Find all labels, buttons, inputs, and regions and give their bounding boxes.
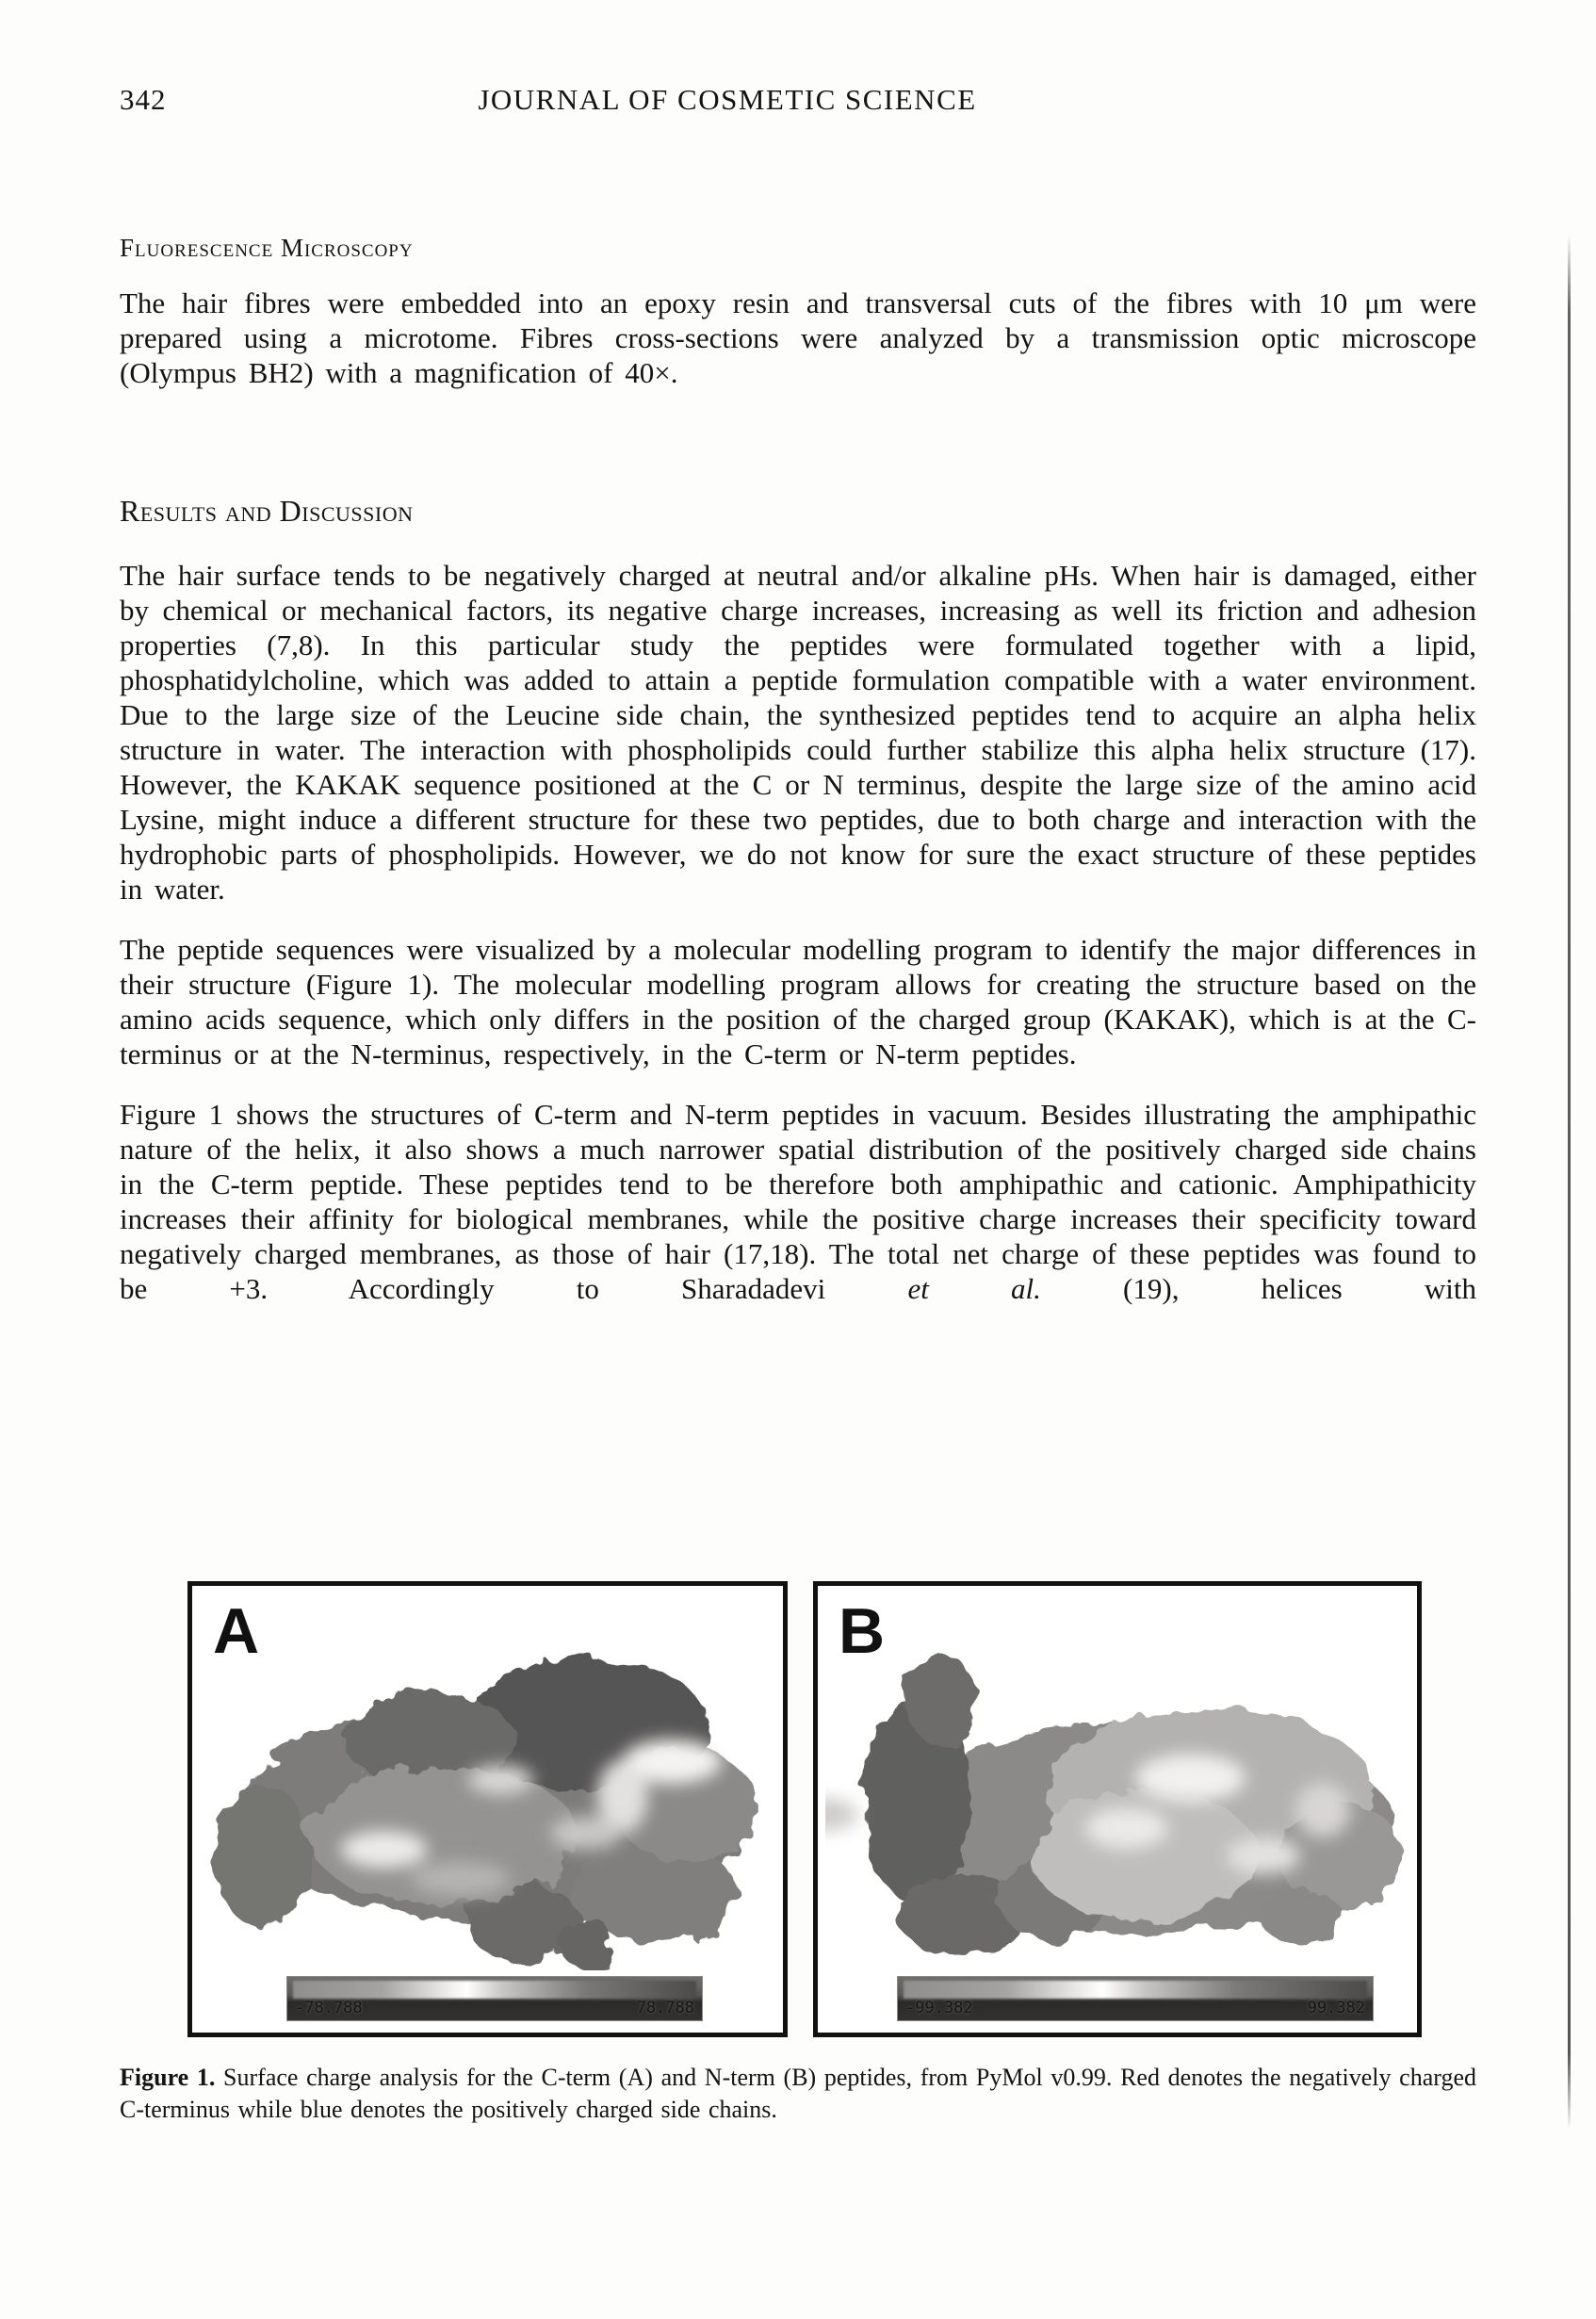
charge-gradient-b (904, 1981, 1367, 1999)
charge-gradient-a (293, 1981, 696, 1999)
figure-panel-a (187, 1581, 788, 2037)
results-body (120, 558, 1476, 1331)
section-heading-results-discussion: Results and Discussion (120, 494, 414, 528)
paragraph-results-3-text: Figure 1 shows the structures of C-term and N-term peptides in vacuum. Besides illustrating the amphipathic nature of the helix, it also shows a much narrower spatial distribution of the positively charged side chains in the C-term peptide. These peptides tend to be therefore both amphipathic and cationic. Amphipathicity increases their affinity for biological membranes, while the positive charge increases their specificity toward negatively charged membranes, as those of hair (17,18). The total net charge of these peptides was found to be +3. Accordingly to Sharadadevi (120, 1098, 1476, 1305)
paragraph-fluorescence: The hair fibres were embedded into an epoxy resin and transversal cuts of the fibres with 10 μm were prepared using a microtome. Fibres cross-sections were analyzed by a transmission optic microscope (Olympus BH2) with a magnification of 40×. (120, 286, 1476, 389)
section-heading-fluorescence-microscopy: Fluorescence Microscopy (120, 234, 414, 262)
figure-1-caption-text: Surface charge analysis for the C-term (A) and N-term (B) peptides, from PyMol v0.99. Red denotes the negatively charged C-terminus while blue denotes the positively charged side chains. (120, 2064, 1476, 2123)
molecular-surface-image-b (825, 1641, 1409, 1970)
paragraph-results-3 (120, 1097, 1476, 1306)
et-al-italic: et al. (907, 1272, 1041, 1305)
journal-title: JOURNAL OF COSMETIC SCIENCE (478, 83, 977, 116)
scale-max-b: 99.382 (1307, 1999, 1365, 2017)
scale-min-b: -99.382 (905, 1999, 973, 2017)
molecular-surface-image-a (200, 1641, 775, 1970)
figure-1-caption-lead: Figure 1. (120, 2064, 216, 2091)
panel-b-label: B (839, 1595, 886, 1667)
figure-1-caption (120, 2062, 1476, 2126)
scan-edge-artifact (1568, 236, 1571, 2130)
paragraph-results-2: The peptide sequences were visualized by a molecular modelling program to identify the major differences in their structure (Figure 1). The molecular modelling program allows for creating the structure based on the amino acids sequence, which only differs in the position of the charged group (KAKAK), which is at the C-terminus or at the N-terminus, respectively, in the C-term or N-term peptides. (120, 933, 1476, 1070)
running-head (120, 83, 1476, 121)
figure-panel-b (813, 1581, 1422, 2037)
paragraph-results-3-tail: (19), helices with (1040, 1272, 1476, 1305)
page-number: 342 (120, 83, 167, 116)
paragraph-results-1: The hair surface tends to be negatively charged at neutral and/or alkaline pHs. When hair is damaged, either by chemical or mechanical factors, its negative charge increases, increasing as well its friction and adhesion properties (7,8). In this particular study the peptides were formulated together with a lipid, phosphatidylcholine, which was added to attain a peptide formulation compatible with a water environment. Due to the large size of the Leucine side chain, the synthesized peptides tend to acquire an alpha helix structure in water. The interaction with phospholipids could further stabilize this alpha helix structure (17). However, the KAKAK sequence positioned at the C or N terminus, despite the large size of the amino acid Lysine, might induce a different structure for these two peptides, due to both charge and interaction with the hydrophobic parts of phospholipids. However, we do not know for sure the exact structure of these peptides in water. (120, 559, 1476, 906)
charge-scale-bar-a (286, 1976, 703, 2021)
charge-scale-bar-b (897, 1976, 1374, 2021)
scale-min-a: -78.788 (295, 1999, 363, 2017)
panel-a-label: A (213, 1595, 260, 1667)
scale-max-a: 78.788 (636, 1999, 694, 2017)
